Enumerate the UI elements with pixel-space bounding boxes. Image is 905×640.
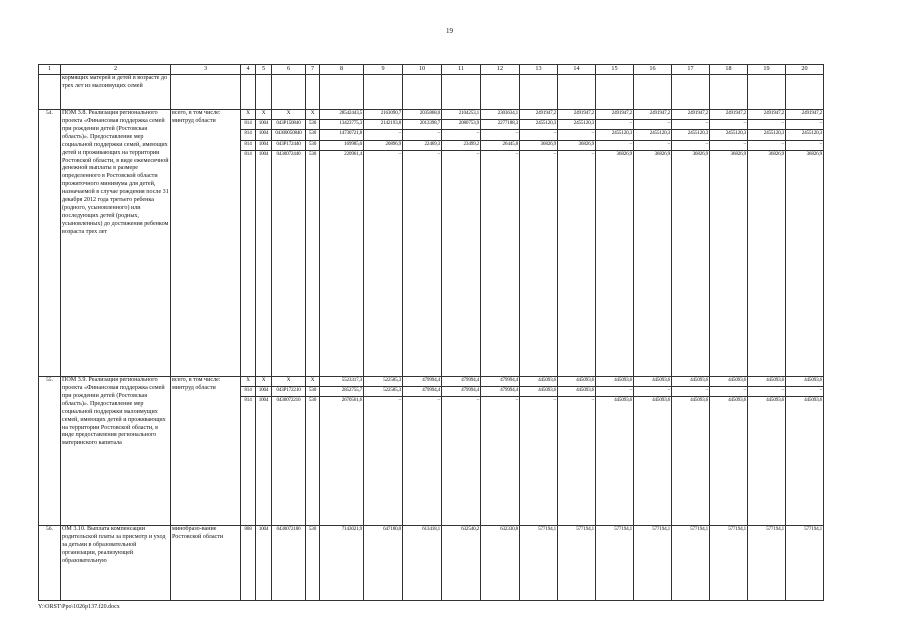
value-cell-col-4: 814 bbox=[241, 150, 256, 376]
value-cell-col-14: 36826,9 bbox=[558, 140, 596, 150]
value-cell-col-12: – bbox=[481, 130, 520, 140]
value-cell-col-18: 36826,9 bbox=[710, 150, 748, 376]
header-cell-20: 20 bbox=[786, 65, 824, 75]
cont-exec bbox=[171, 75, 241, 110]
value-cell-col-20: 577194,1 bbox=[786, 526, 824, 601]
value-cell-col-16: 2491947,2 bbox=[634, 110, 672, 120]
value-cell-col-17: 445093,6 bbox=[672, 397, 710, 526]
value-cell-col-5: 1004 bbox=[256, 140, 272, 150]
value-cell-col-20: 445093,6 bbox=[786, 377, 824, 387]
header-cell-4: 4 bbox=[241, 65, 256, 75]
value-cell-col-4: X bbox=[241, 377, 256, 387]
row-54-num: 54. bbox=[39, 110, 61, 377]
value-cell-col-16: – bbox=[634, 140, 672, 150]
header-cell-1: 1 bbox=[39, 65, 61, 75]
header-cell-7: 7 bbox=[306, 65, 320, 75]
value-cell-col-11: – bbox=[442, 397, 481, 526]
header-cell-9: 9 bbox=[364, 65, 403, 75]
value-cell-col-10: 2013398,7 bbox=[403, 120, 442, 130]
value-cell-col-18: 2455120,3 bbox=[710, 130, 748, 140]
value-cell-col-16: 577194,1 bbox=[634, 526, 672, 601]
value-cell-col-7: 530 bbox=[306, 140, 320, 150]
value-cell-col-20: 445093,6 bbox=[786, 397, 824, 526]
cont-num bbox=[39, 75, 61, 110]
value-cell-col-20: – bbox=[786, 120, 824, 130]
value-cell-col-10: – bbox=[403, 150, 442, 376]
value-cell-col-7: X bbox=[306, 110, 320, 120]
header-cell-15: 15 bbox=[596, 65, 634, 75]
value-cell-col-14: 577194,1 bbox=[558, 526, 596, 601]
header-cell-17: 17 bbox=[672, 65, 710, 75]
value-cell-col-5: 1004 bbox=[256, 150, 272, 376]
value-cell-col-13: – bbox=[520, 397, 558, 526]
row-54-description: ПОМ 3.8. Реализация регионального проекта «Финансовая поддержка семей при рождении детей (Ростовская область)». Предоставление мер социальной поддержки семей, имеющих детей и проживающих на территории Ростовской области, в виде ежемесячной денежной выплаты в размере определенного в Ростовской области прожиточного минимума для детей, назначаемой в случае рождения после 31 декабря 2012 года третьего ребенка (родного, усыновленного) или последующих детей (родных, усыновленных) до достижения ребенком возраста трех лет bbox=[61, 110, 171, 377]
value-cell-col-13: 2491947,2 bbox=[520, 110, 558, 120]
value-cell-col-8: 7143021,9 bbox=[320, 526, 364, 601]
value-cell-col-18: 577194,1 bbox=[710, 526, 748, 601]
budget-table bbox=[38, 64, 824, 601]
value-cell-col-11: – bbox=[442, 130, 481, 140]
value-cell-col-15: – bbox=[596, 120, 634, 130]
value-cell-col-19: 445093,6 bbox=[748, 397, 786, 526]
value-cell-col-14: 445093,6 bbox=[558, 387, 596, 397]
value-cell-col-12: – bbox=[481, 150, 520, 376]
value-cell-col-5: X bbox=[256, 377, 272, 387]
value-cell-col-17: 36826,9 bbox=[672, 150, 710, 376]
row-55-total bbox=[39, 377, 824, 387]
value-cell-col-4: 808 bbox=[241, 526, 256, 601]
row-56 bbox=[39, 526, 824, 601]
value-cell-col-20: – bbox=[786, 140, 824, 150]
value-cell-col-5: 1004 bbox=[256, 130, 272, 140]
value-cell-col-6: 043P150840 bbox=[272, 120, 306, 130]
value-cell-col-20: – bbox=[786, 387, 824, 397]
value-cell-col-15: 36826,9 bbox=[596, 150, 634, 376]
value-cell-col-4: 814 bbox=[241, 397, 256, 526]
value-cell-col-15: – bbox=[596, 140, 634, 150]
value-cell-col-7: 530 bbox=[306, 130, 320, 140]
value-cell-col-16: 36826,9 bbox=[634, 150, 672, 376]
value-cell-col-17: – bbox=[672, 120, 710, 130]
value-cell-col-18: – bbox=[710, 120, 748, 130]
value-cell-col-10: 479994,4 bbox=[403, 387, 442, 397]
value-cell-col-6: 0430072210 bbox=[272, 397, 306, 526]
value-cell-col-13: 36826,9 bbox=[520, 140, 558, 150]
header-cell-10: 10 bbox=[403, 65, 442, 75]
header-cell-11: 11 bbox=[442, 65, 481, 75]
value-cell-col-9: – bbox=[364, 397, 403, 526]
value-cell-col-13: 445093,6 bbox=[520, 377, 558, 387]
value-cell-col-8: 2852755,7 bbox=[320, 387, 364, 397]
value-cell-col-9: – bbox=[364, 150, 403, 376]
header-cell-14: 14 bbox=[558, 65, 596, 75]
value-cell-col-8: 2670561,6 bbox=[320, 397, 364, 526]
value-cell-col-7: 530 bbox=[306, 397, 320, 526]
value-cell-col-18: 2491947,2 bbox=[710, 110, 748, 120]
value-cell-col-6: X bbox=[272, 110, 306, 120]
value-cell-col-8: 13423775,3 bbox=[320, 120, 364, 130]
value-cell-col-7: 530 bbox=[306, 526, 320, 601]
value-cell-col-19: 2491947,2 bbox=[748, 110, 786, 120]
value-cell-col-19: 2455120,3 bbox=[748, 130, 786, 140]
value-cell-col-9: 522585,3 bbox=[364, 377, 403, 387]
header-cell-13: 13 bbox=[520, 65, 558, 75]
value-cell-col-11: – bbox=[442, 150, 481, 376]
value-cell-col-4: 814 bbox=[241, 387, 256, 397]
value-cell-col-20: 2455120,3 bbox=[786, 130, 824, 140]
row-55-executor: всего, в том числе: минтруд области bbox=[171, 377, 241, 526]
value-cell-col-10: 22469,3 bbox=[403, 140, 442, 150]
value-cell-col-9: 2163090,7 bbox=[364, 110, 403, 120]
row-56-executor: минобразо-вание Ростовской области bbox=[171, 526, 241, 601]
footer-file-path: Y:\ORST\Ppo\1026p137.f20.docx bbox=[38, 604, 120, 610]
value-cell-col-15: 445093,6 bbox=[596, 397, 634, 526]
value-cell-col-18: 445093,6 bbox=[710, 377, 748, 387]
value-cell-col-10: – bbox=[403, 130, 442, 140]
header-cell-6: 6 bbox=[272, 65, 306, 75]
value-cell-col-15: 2491947,2 bbox=[596, 110, 634, 120]
header-cell-18: 18 bbox=[710, 65, 748, 75]
value-cell-col-12: 479994,4 bbox=[481, 377, 520, 387]
value-cell-col-11: 2080753,9 bbox=[442, 120, 481, 130]
value-cell-col-10: 2035868,0 bbox=[403, 110, 442, 120]
value-cell-col-14: – bbox=[558, 150, 596, 376]
cont-description: кормящих матерей и детей в возрасте до трех лет из малоимущих семей bbox=[61, 75, 171, 110]
value-cell-col-19: – bbox=[748, 120, 786, 130]
value-cell-col-5: 1004 bbox=[256, 526, 272, 601]
value-cell-col-17: 577194,1 bbox=[672, 526, 710, 601]
row-55-num: 55. bbox=[39, 377, 61, 526]
value-cell-col-9: 20896,9 bbox=[364, 140, 403, 150]
value-cell-col-19: – bbox=[748, 387, 786, 397]
value-cell-col-15: – bbox=[596, 387, 634, 397]
value-cell-col-10: 479994,4 bbox=[403, 377, 442, 387]
value-cell-col-10: – bbox=[403, 397, 442, 526]
value-cell-col-19: 577194,1 bbox=[748, 526, 786, 601]
value-cell-col-13: – bbox=[520, 130, 558, 140]
value-cell-col-13: 2455120,3 bbox=[520, 120, 558, 130]
value-cell-col-12: 26445,8 bbox=[481, 140, 520, 150]
value-cell-col-16: – bbox=[634, 387, 672, 397]
value-cell-col-14: – bbox=[558, 130, 596, 140]
value-cell-col-4: 814 bbox=[241, 130, 256, 140]
header-cell-16: 16 bbox=[634, 65, 672, 75]
value-cell-col-17: 445093,6 bbox=[672, 377, 710, 387]
row-56-num: 56. bbox=[39, 526, 61, 601]
value-cell-col-12: 632330,8 bbox=[481, 526, 520, 601]
value-cell-col-7: X bbox=[306, 377, 320, 387]
value-cell-col-19: 445093,6 bbox=[748, 377, 786, 387]
value-cell-col-16: – bbox=[634, 120, 672, 130]
value-cell-col-5: 1004 bbox=[256, 397, 272, 526]
value-cell-col-11: 479994,4 bbox=[442, 377, 481, 387]
value-cell-col-8: 14730721,8 bbox=[320, 130, 364, 140]
value-cell-col-4: 814 bbox=[241, 120, 256, 130]
row-54-total bbox=[39, 110, 824, 120]
value-cell-col-6: 043P172440 bbox=[272, 140, 306, 150]
value-cell-col-19: – bbox=[748, 140, 786, 150]
value-cell-col-16: 2455120,3 bbox=[634, 130, 672, 140]
value-cell-col-11: 2104253,1 bbox=[442, 110, 481, 120]
value-cell-col-4: X bbox=[241, 110, 256, 120]
value-cell-col-16: 445093,6 bbox=[634, 377, 672, 387]
value-cell-col-8: 169985,0 bbox=[320, 140, 364, 150]
value-cell-col-14: – bbox=[558, 397, 596, 526]
value-cell-col-16: 445093,6 bbox=[634, 397, 672, 526]
value-cell-col-17: – bbox=[672, 140, 710, 150]
page-number: 19 bbox=[446, 27, 453, 35]
continuation-row bbox=[39, 75, 824, 110]
value-cell-col-12: 479994,4 bbox=[481, 387, 520, 397]
value-cell-col-7: 530 bbox=[306, 120, 320, 130]
value-cell-col-11: 632540,2 bbox=[442, 526, 481, 601]
value-cell-col-8: 5523317,3 bbox=[320, 377, 364, 387]
value-cell-col-15: 445093,6 bbox=[596, 377, 634, 387]
value-cell-col-18: – bbox=[710, 140, 748, 150]
value-cell-col-7: 530 bbox=[306, 387, 320, 397]
value-cell-col-9: 647180,0 bbox=[364, 526, 403, 601]
value-cell-col-12: – bbox=[481, 397, 520, 526]
value-cell-col-6: 0430072180 bbox=[272, 526, 306, 601]
row-55-description: ПОМ 3.9. Реализация регионального проекта «Финансовая поддержка семей при рождении детей (Ростовская область)». Предоставление мер социальной поддержки малоимущих семей, имеющих детей и проживающих на территории Ростовской области, в виде предоставления регионального материнского капитала bbox=[61, 377, 171, 526]
value-cell-col-10: 613418,1 bbox=[403, 526, 442, 601]
value-cell-col-13: – bbox=[520, 150, 558, 376]
value-cell-col-5: 1004 bbox=[256, 387, 272, 397]
value-cell-col-6: 0430072440 bbox=[272, 150, 306, 376]
value-cell-col-11: 479994,4 bbox=[442, 387, 481, 397]
value-cell-col-20: 2491947,2 bbox=[786, 110, 824, 120]
value-cell-col-6: 04300050840 bbox=[272, 130, 306, 140]
value-cell-col-6: X bbox=[272, 377, 306, 387]
header-cell-12: 12 bbox=[481, 65, 520, 75]
value-cell-col-14: 2491947,2 bbox=[558, 110, 596, 120]
value-cell-col-18: 445093,6 bbox=[710, 397, 748, 526]
value-cell-col-7: 530 bbox=[306, 150, 320, 376]
value-cell-col-9: 522585,3 bbox=[364, 387, 403, 397]
row-54-executor: всего, в том числе: минтруд области bbox=[171, 110, 241, 377]
value-cell-col-19: 36826,9 bbox=[748, 150, 786, 376]
header-cell-2: 2 bbox=[61, 65, 171, 75]
value-cell-col-5: X bbox=[256, 110, 272, 120]
header-cell-5: 5 bbox=[256, 65, 272, 75]
value-cell-col-15: 2455120,3 bbox=[596, 130, 634, 140]
value-cell-col-5: 1004 bbox=[256, 120, 272, 130]
value-cell-col-15: 577194,1 bbox=[596, 526, 634, 601]
value-cell-col-17: – bbox=[672, 387, 710, 397]
value-cell-col-4: 814 bbox=[241, 140, 256, 150]
header-cell-3: 3 bbox=[171, 65, 241, 75]
value-cell-col-12: 2303634,1 bbox=[481, 110, 520, 120]
value-cell-col-13: 445093,6 bbox=[520, 387, 558, 397]
value-cell-col-9: – bbox=[364, 130, 403, 140]
value-cell-col-12: 2277188,3 bbox=[481, 120, 520, 130]
value-cell-col-14: 445093,6 bbox=[558, 377, 596, 387]
value-cell-col-13: 577194,1 bbox=[520, 526, 558, 601]
header-cell-8: 8 bbox=[320, 65, 364, 75]
value-cell-col-17: 2455120,3 bbox=[672, 130, 710, 140]
value-cell-col-8: 28542443,5 bbox=[320, 110, 364, 120]
value-cell-col-8: 220961,4 bbox=[320, 150, 364, 376]
header-cell-19: 19 bbox=[748, 65, 786, 75]
value-cell-col-11: 23499,2 bbox=[442, 140, 481, 150]
value-cell-col-20: 36826,9 bbox=[786, 150, 824, 376]
value-cell-col-17: 2491947,2 bbox=[672, 110, 710, 120]
value-cell-col-6: 043P172210 bbox=[272, 387, 306, 397]
row-56-description: ОМ 3.10. Выплата компенсации родительской платы за присмотр и уход за детьми в образовательной организации, реализующей образовательную bbox=[61, 526, 171, 601]
header-row bbox=[39, 65, 824, 75]
value-cell-col-9: 2142193,8 bbox=[364, 120, 403, 130]
value-cell-col-18: – bbox=[710, 387, 748, 397]
value-cell-col-14: 2455120,3 bbox=[558, 120, 596, 130]
